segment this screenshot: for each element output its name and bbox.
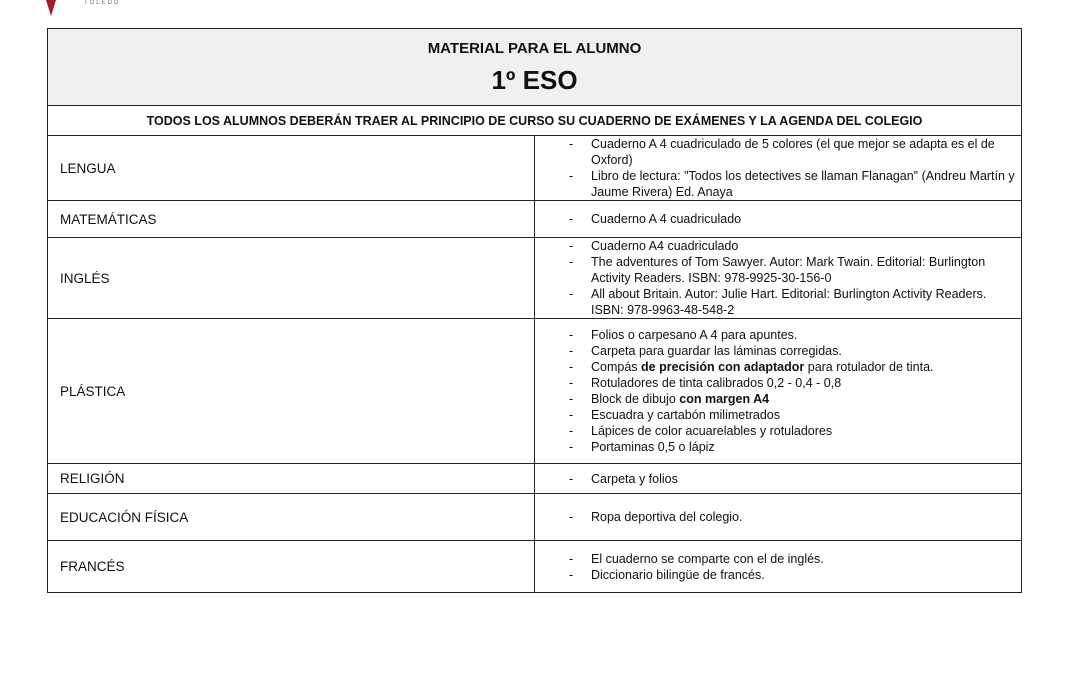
list-item	[569, 567, 1021, 583]
subject-items	[535, 201, 1022, 238]
item-list	[535, 471, 1021, 487]
item-text: The adventures of Tom Sawyer. Autor: Mark Twain. Editorial: Burlington Activity Readers. ISBN: 978-9925-30-156-0	[591, 255, 986, 285]
list-item	[569, 509, 1021, 525]
subject-items	[535, 136, 1022, 201]
list-item	[569, 551, 1021, 567]
item-text: Ropa deportiva del colegio.	[591, 510, 743, 524]
item-list	[535, 327, 1021, 455]
subject-row	[48, 494, 1022, 541]
school-logo	[40, 0, 160, 20]
item-text: Diccionario bilingüe de francés.	[591, 567, 765, 582]
subject-items	[535, 238, 1022, 319]
subject-row	[48, 541, 1022, 593]
notice-row	[48, 106, 1022, 136]
list-item	[569, 343, 1021, 359]
item-text: El cuaderno se comparte con el de inglés.	[591, 551, 824, 566]
item-list	[535, 238, 1021, 318]
item-text: Folios o carpesano A 4 para apuntes.	[591, 328, 798, 342]
subject-name: LENGUA	[48, 136, 535, 201]
item-list	[535, 551, 1021, 583]
list-item	[569, 439, 1021, 455]
subject-row	[48, 464, 1022, 494]
list-item	[569, 391, 1021, 407]
list-item	[569, 286, 1021, 318]
item-text: Cuaderno A 4 cuadriculado de 5 colores (el que mejor se adapta es el de Oxford)	[591, 137, 995, 167]
item-text: Portaminas 0,5 o lápiz	[591, 440, 715, 454]
item-text-bold: con margen A4	[679, 392, 770, 406]
subject-name: RELIGIÓN	[48, 464, 535, 494]
header-cell	[48, 29, 1022, 106]
header-row	[48, 29, 1022, 106]
subject-items	[535, 541, 1022, 593]
page-title: MATERIAL PARA EL ALUMNO	[427, 39, 642, 57]
item-text: Compás	[591, 360, 642, 374]
subject-items	[535, 464, 1022, 494]
list-item	[569, 238, 1021, 254]
item-text: Block de dibujo	[591, 392, 680, 406]
list-item	[569, 211, 1021, 227]
item-text: Carpeta para guardar las láminas corregidas.	[591, 344, 842, 358]
item-text: para rotulador de tinta.	[804, 360, 934, 374]
item-text: Libro de lectura: "Todos los detectives se llaman Flanagan" (Andreu Martín y Jaume Rivera) Ed. Anaya	[591, 169, 1015, 199]
item-text: All about Britain. Autor: Julie Hart. Editorial: Burlington Activity Readers. ISBN: 978-9963-48-548-2	[591, 287, 987, 317]
item-list	[535, 509, 1021, 525]
notice-text: TODOS LOS ALUMNOS DEBERÁN TRAER AL PRINCIPIO DE CURSO SU CUADERNO DE EXÁMENES Y LA AGENDA DEL COLEGIO	[48, 106, 1022, 136]
subject-row	[48, 238, 1022, 319]
list-item	[569, 136, 1021, 168]
subject-row	[48, 136, 1022, 201]
logo-text: TOLEDO	[84, 0, 121, 6]
subject-name: FRANCÉS	[48, 541, 535, 593]
course-title: 1º ESO	[491, 64, 578, 95]
subject-name: INGLÉS	[48, 238, 535, 319]
item-list	[535, 211, 1021, 227]
subject-items	[535, 494, 1022, 541]
list-item	[569, 375, 1021, 391]
subject-name: EDUCACIÓN FÍSICA	[48, 494, 535, 541]
subject-row	[48, 201, 1022, 238]
list-item	[569, 254, 1021, 286]
item-text: Escuadra y cartabón milimetrados	[591, 408, 780, 422]
list-item	[569, 471, 1021, 487]
item-text: Carpeta y folios	[591, 471, 678, 486]
item-text: Cuaderno A4 cuadriculado	[591, 239, 739, 253]
materials-table	[47, 28, 1022, 593]
list-item	[569, 359, 1021, 375]
list-item	[569, 423, 1021, 439]
item-text: Lápices de color acuarelables y rotuladores	[591, 424, 833, 438]
item-text-bold: de precisión con adaptador	[641, 360, 805, 374]
item-text: Rotuladores de tinta calibrados 0,2 - 0,4 - 0,8	[591, 376, 842, 390]
subject-items	[535, 319, 1022, 464]
subject-name: PLÁSTICA	[48, 319, 535, 464]
shield-icon	[46, 0, 56, 16]
list-item	[569, 168, 1021, 200]
subject-name: MATEMÁTICAS	[48, 201, 535, 238]
list-item	[569, 327, 1021, 343]
item-text: Cuaderno A 4 cuadriculado	[591, 212, 742, 226]
subject-row	[48, 319, 1022, 464]
list-item	[569, 407, 1021, 423]
item-list	[535, 136, 1021, 200]
